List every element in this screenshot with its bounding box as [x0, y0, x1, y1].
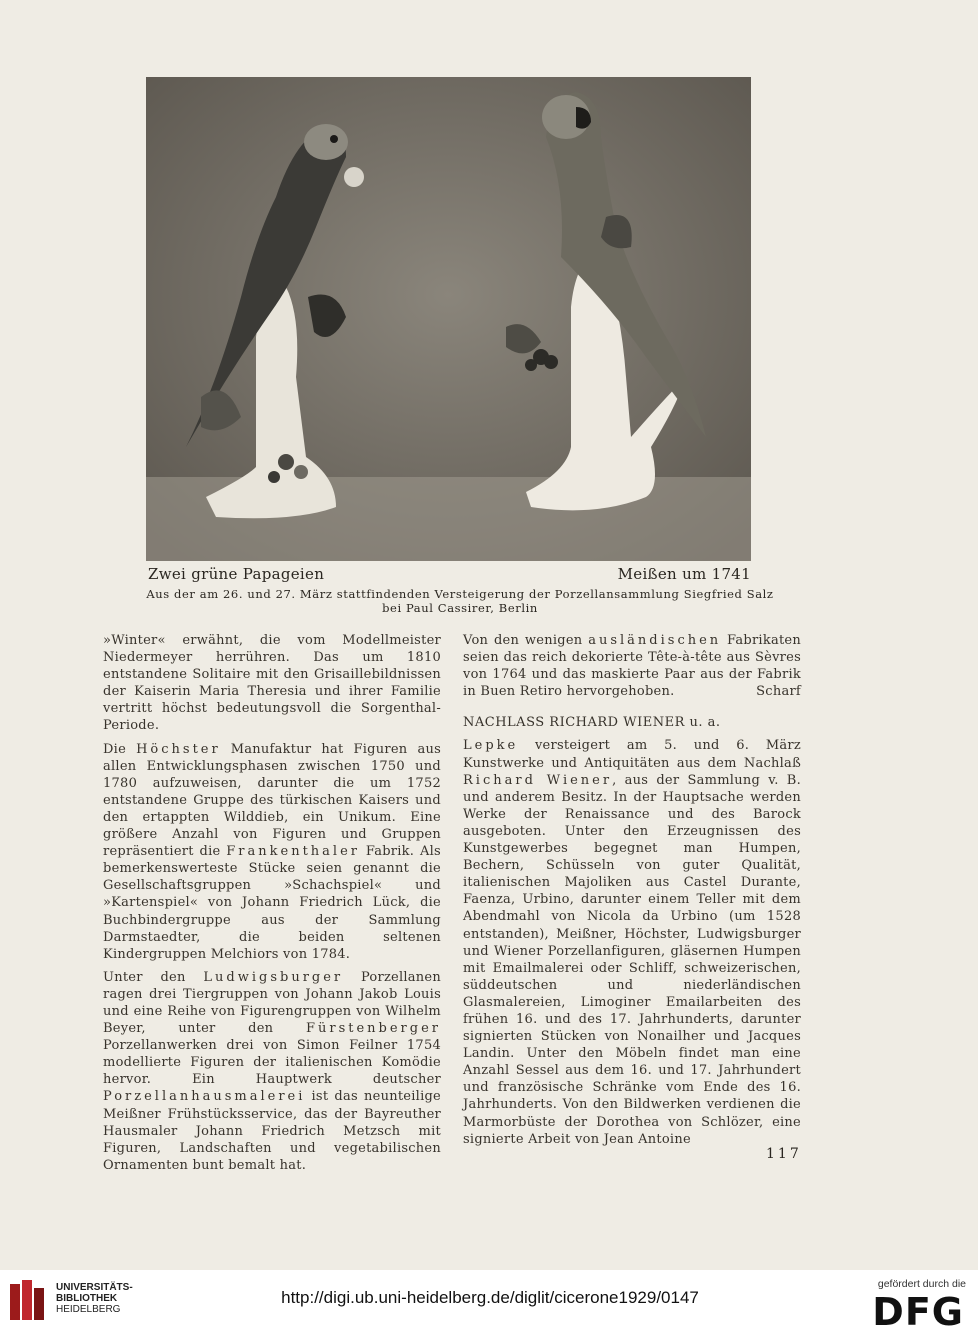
left-paragraph-2: Die Höchster Manufaktur hat Figuren aus allen Entwicklungsphasen zwischen 1750 und 1780 aufzuweisen, darunter die um 1752 entstandene Gruppe des türkischen Kaisers und den ertappten Wilddieb, ein Unikum. Eine größere Anzahl von Figuren und Gruppen repräsentiert die Frankenthaler Fabrik. Als bemerkenswerteste Stücke seien genannt die Gesellschaftsgruppen »Schachspiel« und »Kartenspiel« von Johann Friedrich Lück, die Buchbindergruppe aus der Sammlung Darmstaedter, die beiden seltenen Kindergruppen Melchiors von 1784. [103, 741, 441, 962]
caption-title: Zwei grüne Papageien [148, 565, 325, 583]
spaced-term: Richard Wiener [463, 772, 613, 788]
left-paragraph-1: »Winter« erwähnt, die vom Modellmeister Niedermeyer herrühren. Das um 1810 entstandene Solitaire mit den Grisaillebildnissen der Kaiserin Maria Theresia und ihrer Familie vertritt höchst bedeutungsvoll die Sorgenthal-Periode. [103, 633, 441, 734]
right-paragraph-1: Von den wenigen ausländischen Fabrikaten seien das reich dekorierte Tête-à-tête aus Sèvres von 1764 und das maskierte Paar aus der Fabrik in Buen Retiro hervorgehoben. Scharf [463, 633, 801, 700]
caption-line-2: bei Paul Cassirer, Berlin [382, 601, 538, 615]
left-paragraph-3: Unter den Ludwigsburger Porzellanen ragen drei Tiergruppen von Johann Jakob Louis und eine Reihe von Figurengruppen von Wilhelm Beyer, unter den Fürstenberger Porzellanwerken drei von Simon Feilner 1754 modellierte Figuren der italienischen Komödie hervor. Ein Hauptwerk deutscher Porzellanhausmalerei ist das neunteilige Meißner Frühstücksservice, das der Bayreuther Hausmaler Johann Friedrich Metzsch mit Figuren, Landschaften und vegetabilischen Ornamenten bunt bemalt hat. [103, 969, 441, 1173]
spaced-term: Fürstenberger [305, 1021, 441, 1037]
spaced-term: Lepke [463, 738, 519, 754]
caption-subtitle [120, 587, 800, 615]
university-library-logo-icon [8, 1278, 48, 1326]
spaced-term: Porzellanhausmalerei [103, 1089, 306, 1105]
right-column [463, 632, 801, 1154]
page-number: 117 [766, 1146, 802, 1162]
library-name: UNIVERSITÄTS- BIBLIOTHEK HEIDELBERG [56, 1282, 133, 1315]
spaced-term: ausländischen [588, 633, 722, 648]
footer-bar [0, 1270, 978, 1335]
figure-caption-row [146, 565, 751, 587]
source-url-link[interactable]: http://digi.ub.uni-heidelberg.de/diglit/cicerone1929/0147 [281, 1288, 699, 1307]
author-signature: Scharf [756, 684, 801, 700]
spaced-term: Höchster [136, 741, 221, 757]
spaced-term: Ludwigsburger [203, 969, 344, 985]
parrots-image [146, 77, 751, 561]
dfg-logo: DFG [872, 1290, 964, 1334]
funded-by-text: gefördert durch die [877, 1278, 966, 1290]
section-heading: NACHLASS RICHARD WIENER u. a. [463, 715, 721, 731]
parrots-photograph [146, 77, 751, 561]
left-column [103, 632, 441, 1180]
right-paragraph-2: Lepke versteigert am 5. und 6. März Kunstwerke und Antiquitäten aus dem Nachlaß Richard Wiener, aus der Sammlung v. B. und anderem Besitz. In der Hauptsache werden Werke der Renaissance und des Barock ausgeboten. Unter den Erzeugnissen des Kunstgewerbes begegnet man Humpen, Bechern, Schüsseln von guter Qualität, italienischen Majoliken aus Castel Durante, Faenza, Urbino, darunter einem Teller mit dem Abendmahl von Nicola da Urbino (um 1528 entstanden), Meißner, Höchster, Ludwigsburger und Wiener Porzellanfiguren, gläsernen Humpen mit Emailmalerei oder Schliff, schweizerischen, süddeutschen und niederländischen Glasmalereien, Limoginer Emailarbeiten des frühen 16. und des 17. Jahrhunderts, darunter signierten Stücken von Nonailher und Jacques Landin. Unter den Möbeln findet man eine Anzahl Sessel aus dem 16. und 17. Jahrhundert und französische Schränke vom Ende des 16. Jahrhunderts. Von den Bildwerken verdienen die Marmorbüste der Dorothea von Schlözer, eine signierte Arbeit von Jean Antoine [463, 738, 801, 1147]
caption-place-date: Meißen um 1741 [617, 565, 751, 583]
spaced-term: Frankenthaler [226, 844, 360, 860]
caption-line-1: Aus der am 26. und 27. März stattfindenden Versteigerung der Porzellansammlung Siegfried Salz [146, 587, 774, 601]
